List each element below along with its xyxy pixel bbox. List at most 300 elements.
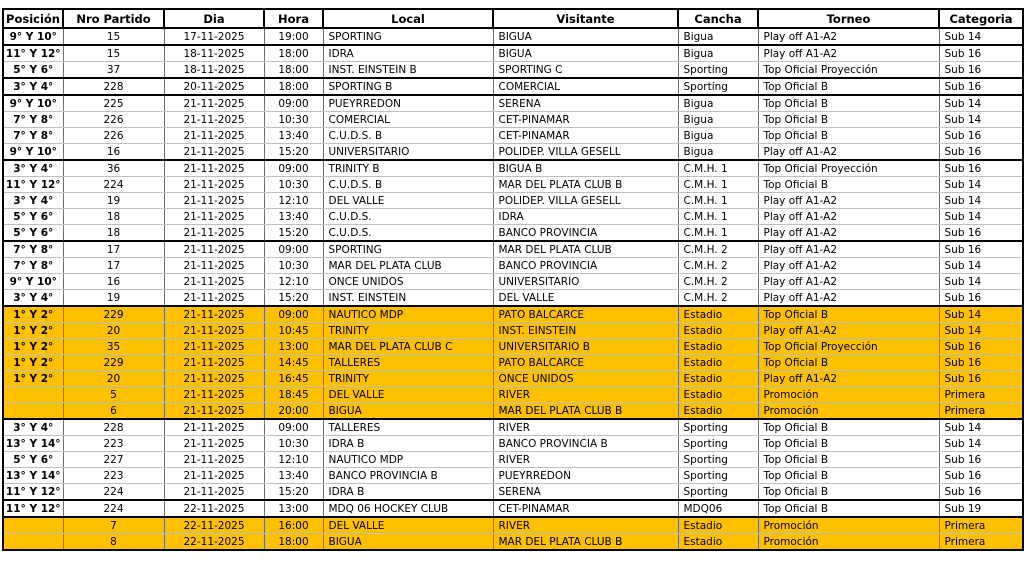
cell-torneo: Top Oficial B bbox=[758, 177, 939, 193]
cell-visitante: IDRA bbox=[493, 209, 678, 225]
cell-visitante: UNIVERSITARIO bbox=[493, 274, 678, 290]
cell-dia: 21-11-2025 bbox=[164, 403, 264, 420]
cell-dia: 21-11-2025 bbox=[164, 160, 264, 177]
cell-categoria: Sub 14 bbox=[939, 28, 1023, 45]
table-row bbox=[3, 484, 1023, 501]
cell-visitante: SPORTING C bbox=[493, 62, 678, 79]
cell-visitante: PUEYRREDON bbox=[493, 468, 678, 484]
cell-cancha: Estadio bbox=[678, 387, 758, 403]
cell-categoria: Primera bbox=[939, 403, 1023, 420]
cell-cancha: C.M.H. 1 bbox=[678, 225, 758, 242]
cell-dia: 21-11-2025 bbox=[164, 112, 264, 128]
cell-local: MAR DEL PLATA CLUB C bbox=[323, 339, 493, 355]
cell-cancha: C.M.H. 2 bbox=[678, 290, 758, 307]
cell-torneo: Top Oficial B bbox=[758, 468, 939, 484]
cell-visitante: BIGUA bbox=[493, 28, 678, 45]
cell-cancha: C.M.H. 2 bbox=[678, 274, 758, 290]
cell-cancha: MDQ06 bbox=[678, 500, 758, 517]
cell-torneo: Promoción bbox=[758, 517, 939, 534]
cell-visitante: RIVER bbox=[493, 387, 678, 403]
table-row bbox=[3, 452, 1023, 468]
cell-posicion: 9° Y 10° bbox=[3, 144, 63, 161]
table-header-row bbox=[3, 9, 1023, 28]
cell-visitante: INST. EINSTEIN bbox=[493, 323, 678, 339]
header-dia: Dia bbox=[164, 9, 264, 28]
cell-hora: 09:00 bbox=[264, 306, 323, 323]
cell-local: NAUTICO MDP bbox=[323, 452, 493, 468]
cell-torneo: Play off A1-A2 bbox=[758, 209, 939, 225]
cell-dia: 21-11-2025 bbox=[164, 128, 264, 144]
cell-dia: 17-11-2025 bbox=[164, 28, 264, 45]
cell-torneo: Top Oficial B bbox=[758, 306, 939, 323]
cell-local: IDRA B bbox=[323, 436, 493, 452]
cell-local: MAR DEL PLATA CLUB bbox=[323, 258, 493, 274]
cell-cancha: Sporting bbox=[678, 468, 758, 484]
cell-torneo: Play off A1-A2 bbox=[758, 225, 939, 242]
cell-torneo: Play off A1-A2 bbox=[758, 241, 939, 258]
cell-torneo: Top Oficial B bbox=[758, 78, 939, 95]
table-row bbox=[3, 193, 1023, 209]
header-torneo: Torneo bbox=[758, 9, 939, 28]
cell-posicion: 5° Y 6° bbox=[3, 452, 63, 468]
cell-visitante: PATO BALCARCE bbox=[493, 355, 678, 371]
cell-torneo: Play off A1-A2 bbox=[758, 144, 939, 161]
cell-categoria: Sub 16 bbox=[939, 62, 1023, 79]
cell-posicion bbox=[3, 517, 63, 534]
cell-hora: 15:20 bbox=[264, 290, 323, 307]
cell-cancha: Bigua bbox=[678, 95, 758, 112]
cell-cancha: Estadio bbox=[678, 339, 758, 355]
cell-visitante: CET-PINAMAR bbox=[493, 500, 678, 517]
cell-visitante: POLIDEP. VILLA GESELL bbox=[493, 144, 678, 161]
cell-cancha: C.M.H. 2 bbox=[678, 258, 758, 274]
cell-torneo: Top Oficial B bbox=[758, 500, 939, 517]
cell-local: DEL VALLE bbox=[323, 193, 493, 209]
cell-posicion: 3° Y 4° bbox=[3, 193, 63, 209]
cell-torneo: Top Oficial Proyección bbox=[758, 339, 939, 355]
cell-nro-partido: 18 bbox=[63, 225, 164, 242]
cell-hora: 13:00 bbox=[264, 339, 323, 355]
cell-visitante: RIVER bbox=[493, 452, 678, 468]
cell-hora: 16:45 bbox=[264, 371, 323, 387]
cell-posicion: 5° Y 6° bbox=[3, 62, 63, 79]
cell-hora: 09:00 bbox=[264, 160, 323, 177]
cell-cancha: Sporting bbox=[678, 452, 758, 468]
cell-nro-partido: 227 bbox=[63, 452, 164, 468]
table-row-highlighted bbox=[3, 403, 1023, 420]
cell-nro-partido: 224 bbox=[63, 484, 164, 501]
cell-posicion: 9° Y 10° bbox=[3, 274, 63, 290]
cell-hora: 12:10 bbox=[264, 452, 323, 468]
cell-hora: 18:00 bbox=[264, 534, 323, 551]
cell-local: MDQ 06 HOCKEY CLUB bbox=[323, 500, 493, 517]
cell-visitante: CET-PINAMAR bbox=[493, 112, 678, 128]
cell-local: BANCO PROVINCIA B bbox=[323, 468, 493, 484]
cell-dia: 21-11-2025 bbox=[164, 371, 264, 387]
cell-categoria: Sub 14 bbox=[939, 274, 1023, 290]
cell-posicion: 5° Y 6° bbox=[3, 225, 63, 242]
table-row-highlighted bbox=[3, 306, 1023, 323]
cell-posicion bbox=[3, 403, 63, 420]
cell-local: NAUTICO MDP bbox=[323, 306, 493, 323]
cell-cancha: C.M.H. 1 bbox=[678, 193, 758, 209]
cell-hora: 10:30 bbox=[264, 112, 323, 128]
cell-dia: 21-11-2025 bbox=[164, 290, 264, 307]
cell-dia: 21-11-2025 bbox=[164, 306, 264, 323]
cell-categoria: Sub 14 bbox=[939, 112, 1023, 128]
cell-local: C.U.D.S. bbox=[323, 225, 493, 242]
cell-hora: 18:45 bbox=[264, 387, 323, 403]
cell-local: SPORTING bbox=[323, 28, 493, 45]
cell-local: TRINITY bbox=[323, 371, 493, 387]
cell-hora: 18:00 bbox=[264, 45, 323, 62]
cell-torneo: Top Oficial Proyección bbox=[758, 62, 939, 79]
cell-hora: 15:20 bbox=[264, 225, 323, 242]
table-row bbox=[3, 241, 1023, 258]
cell-nro-partido: 223 bbox=[63, 436, 164, 452]
table-row-highlighted bbox=[3, 355, 1023, 371]
table-row-highlighted bbox=[3, 323, 1023, 339]
cell-torneo: Top Oficial B bbox=[758, 128, 939, 144]
cell-categoria: Sub 14 bbox=[939, 95, 1023, 112]
cell-posicion: 1° Y 2° bbox=[3, 339, 63, 355]
cell-local: TALLERES bbox=[323, 419, 493, 436]
cell-local: SPORTING B bbox=[323, 78, 493, 95]
cell-categoria: Sub 16 bbox=[939, 241, 1023, 258]
header-posicion: Posición bbox=[3, 9, 63, 28]
cell-torneo: Play off A1-A2 bbox=[758, 323, 939, 339]
cell-posicion: 13° Y 14° bbox=[3, 468, 63, 484]
cell-local: TRINITY B bbox=[323, 160, 493, 177]
cell-posicion: 5° Y 6° bbox=[3, 209, 63, 225]
cell-torneo: Top Oficial B bbox=[758, 355, 939, 371]
cell-dia: 21-11-2025 bbox=[164, 355, 264, 371]
cell-cancha: Estadio bbox=[678, 403, 758, 420]
cell-hora: 15:20 bbox=[264, 144, 323, 161]
cell-nro-partido: 17 bbox=[63, 241, 164, 258]
cell-categoria: Sub 16 bbox=[939, 45, 1023, 62]
cell-dia: 21-11-2025 bbox=[164, 95, 264, 112]
cell-hora: 09:00 bbox=[264, 95, 323, 112]
cell-local: BIGUA bbox=[323, 534, 493, 551]
cell-categoria: Sub 16 bbox=[939, 290, 1023, 307]
cell-torneo: Top Oficial B bbox=[758, 419, 939, 436]
cell-nro-partido: 16 bbox=[63, 274, 164, 290]
cell-dia: 21-11-2025 bbox=[164, 468, 264, 484]
table-row bbox=[3, 209, 1023, 225]
cell-categoria: Sub 14 bbox=[939, 306, 1023, 323]
cell-nro-partido: 223 bbox=[63, 468, 164, 484]
cell-nro-partido: 36 bbox=[63, 160, 164, 177]
cell-categoria: Sub 16 bbox=[939, 144, 1023, 161]
cell-cancha: Bigua bbox=[678, 45, 758, 62]
cell-nro-partido: 19 bbox=[63, 193, 164, 209]
cell-nro-partido: 228 bbox=[63, 78, 164, 95]
cell-torneo: Play off A1-A2 bbox=[758, 45, 939, 62]
table-row bbox=[3, 290, 1023, 307]
cell-visitante: UNIVERSITARIO B bbox=[493, 339, 678, 355]
cell-posicion: 7° Y 8° bbox=[3, 112, 63, 128]
cell-nro-partido: 224 bbox=[63, 177, 164, 193]
cell-torneo: Play off A1-A2 bbox=[758, 28, 939, 45]
cell-categoria: Sub 16 bbox=[939, 339, 1023, 355]
cell-dia: 21-11-2025 bbox=[164, 209, 264, 225]
cell-categoria: Sub 14 bbox=[939, 436, 1023, 452]
cell-dia: 18-11-2025 bbox=[164, 45, 264, 62]
table-row bbox=[3, 436, 1023, 452]
cell-visitante: BANCO PROVINCIA bbox=[493, 225, 678, 242]
cell-visitante: BANCO PROVINCIA B bbox=[493, 436, 678, 452]
cell-local: UNIVERSITARIO bbox=[323, 144, 493, 161]
cell-categoria: Sub 16 bbox=[939, 468, 1023, 484]
cell-categoria: Sub 14 bbox=[939, 209, 1023, 225]
cell-local: SPORTING bbox=[323, 241, 493, 258]
cell-cancha: Bigua bbox=[678, 128, 758, 144]
cell-visitante: BIGUA B bbox=[493, 160, 678, 177]
cell-posicion: 7° Y 8° bbox=[3, 128, 63, 144]
cell-cancha: Estadio bbox=[678, 517, 758, 534]
cell-local: C.U.D.S. B bbox=[323, 177, 493, 193]
cell-nro-partido: 226 bbox=[63, 128, 164, 144]
cell-nro-partido: 20 bbox=[63, 371, 164, 387]
cell-cancha: Sporting bbox=[678, 78, 758, 95]
cell-dia: 18-11-2025 bbox=[164, 62, 264, 79]
cell-visitante: MAR DEL PLATA CLUB B bbox=[493, 177, 678, 193]
cell-torneo: Top Oficial Proyección bbox=[758, 160, 939, 177]
cell-posicion: 7° Y 8° bbox=[3, 241, 63, 258]
cell-hora: 16:00 bbox=[264, 517, 323, 534]
cell-posicion: 13° Y 14° bbox=[3, 436, 63, 452]
cell-visitante: SERENA bbox=[493, 484, 678, 501]
cell-cancha: Estadio bbox=[678, 323, 758, 339]
table-row bbox=[3, 468, 1023, 484]
cell-posicion: 9° Y 10° bbox=[3, 28, 63, 45]
cell-local: INST. EINSTEIN B bbox=[323, 62, 493, 79]
header-local: Local bbox=[323, 9, 493, 28]
cell-posicion: 1° Y 2° bbox=[3, 323, 63, 339]
cell-torneo: Play off A1-A2 bbox=[758, 371, 939, 387]
table-row bbox=[3, 78, 1023, 95]
cell-nro-partido: 226 bbox=[63, 112, 164, 128]
header-categoria: Categoria bbox=[939, 9, 1023, 28]
table-row bbox=[3, 160, 1023, 177]
cell-visitante: CET-PINAMAR bbox=[493, 128, 678, 144]
cell-visitante: SERENA bbox=[493, 95, 678, 112]
cell-categoria: Sub 16 bbox=[939, 128, 1023, 144]
cell-torneo: Play off A1-A2 bbox=[758, 193, 939, 209]
cell-nro-partido: 8 bbox=[63, 534, 164, 551]
cell-dia: 21-11-2025 bbox=[164, 225, 264, 242]
cell-visitante: BANCO PROVINCIA bbox=[493, 258, 678, 274]
cell-cancha: C.M.H. 1 bbox=[678, 177, 758, 193]
cell-cancha: Bigua bbox=[678, 112, 758, 128]
cell-cancha: C.M.H. 2 bbox=[678, 241, 758, 258]
cell-dia: 21-11-2025 bbox=[164, 484, 264, 501]
cell-dia: 21-11-2025 bbox=[164, 339, 264, 355]
cell-cancha: Estadio bbox=[678, 371, 758, 387]
cell-hora: 18:00 bbox=[264, 78, 323, 95]
cell-cancha: Sporting bbox=[678, 419, 758, 436]
cell-categoria: Sub 14 bbox=[939, 419, 1023, 436]
table-row bbox=[3, 177, 1023, 193]
cell-visitante: DEL VALLE bbox=[493, 290, 678, 307]
cell-nro-partido: 225 bbox=[63, 95, 164, 112]
cell-torneo: Top Oficial B bbox=[758, 95, 939, 112]
cell-categoria: Primera bbox=[939, 534, 1023, 551]
table-body bbox=[3, 28, 1023, 550]
cell-categoria: Sub 16 bbox=[939, 78, 1023, 95]
cell-hora: 14:45 bbox=[264, 355, 323, 371]
header-cancha: Cancha bbox=[678, 9, 758, 28]
cell-local: IDRA B bbox=[323, 484, 493, 501]
cell-hora: 12:10 bbox=[264, 274, 323, 290]
cell-nro-partido: 6 bbox=[63, 403, 164, 420]
cell-torneo: Play off A1-A2 bbox=[758, 274, 939, 290]
cell-dia: 21-11-2025 bbox=[164, 193, 264, 209]
cell-posicion: 1° Y 2° bbox=[3, 355, 63, 371]
cell-local: DEL VALLE bbox=[323, 517, 493, 534]
cell-categoria: Sub 14 bbox=[939, 323, 1023, 339]
cell-nro-partido: 228 bbox=[63, 419, 164, 436]
cell-nro-partido: 20 bbox=[63, 323, 164, 339]
cell-dia: 21-11-2025 bbox=[164, 274, 264, 290]
cell-categoria: Sub 14 bbox=[939, 193, 1023, 209]
cell-hora: 13:40 bbox=[264, 209, 323, 225]
table-row bbox=[3, 128, 1023, 144]
cell-dia: 21-11-2025 bbox=[164, 323, 264, 339]
table-row bbox=[3, 500, 1023, 517]
table-row bbox=[3, 95, 1023, 112]
cell-posicion: 7° Y 8° bbox=[3, 258, 63, 274]
cell-local: TRINITY bbox=[323, 323, 493, 339]
cell-dia: 22-11-2025 bbox=[164, 517, 264, 534]
cell-dia: 22-11-2025 bbox=[164, 500, 264, 517]
cell-categoria: Sub 19 bbox=[939, 500, 1023, 517]
cell-torneo: Top Oficial B bbox=[758, 452, 939, 468]
cell-dia: 22-11-2025 bbox=[164, 534, 264, 551]
cell-nro-partido: 7 bbox=[63, 517, 164, 534]
cell-hora: 13:00 bbox=[264, 500, 323, 517]
cell-visitante: MAR DEL PLATA CLUB bbox=[493, 241, 678, 258]
table-row-highlighted bbox=[3, 534, 1023, 551]
cell-nro-partido: 16 bbox=[63, 144, 164, 161]
cell-posicion bbox=[3, 534, 63, 551]
cell-visitante: PATO BALCARCE bbox=[493, 306, 678, 323]
cell-nro-partido: 35 bbox=[63, 339, 164, 355]
cell-posicion: 3° Y 4° bbox=[3, 419, 63, 436]
cell-categoria: Sub 16 bbox=[939, 484, 1023, 501]
table-row bbox=[3, 419, 1023, 436]
cell-hora: 12:10 bbox=[264, 193, 323, 209]
cell-dia: 21-11-2025 bbox=[164, 452, 264, 468]
cell-torneo: Top Oficial B bbox=[758, 112, 939, 128]
table-row-highlighted bbox=[3, 339, 1023, 355]
cell-torneo: Play off A1-A2 bbox=[758, 290, 939, 307]
cell-cancha: C.M.H. 1 bbox=[678, 160, 758, 177]
cell-posicion: 1° Y 2° bbox=[3, 306, 63, 323]
cell-cancha: C.M.H. 1 bbox=[678, 209, 758, 225]
cell-categoria: Sub 16 bbox=[939, 452, 1023, 468]
cell-hora: 13:40 bbox=[264, 468, 323, 484]
cell-torneo: Promoción bbox=[758, 387, 939, 403]
cell-visitante: MAR DEL PLATA CLUB B bbox=[493, 534, 678, 551]
cell-local: IDRA bbox=[323, 45, 493, 62]
cell-categoria: Primera bbox=[939, 387, 1023, 403]
cell-dia: 21-11-2025 bbox=[164, 419, 264, 436]
cell-categoria: Sub 16 bbox=[939, 225, 1023, 242]
match-schedule-table bbox=[2, 8, 1024, 551]
cell-visitante: MAR DEL PLATA CLUB B bbox=[493, 403, 678, 420]
cell-cancha: Sporting bbox=[678, 436, 758, 452]
cell-hora: 20:00 bbox=[264, 403, 323, 420]
header-hora: Hora bbox=[264, 9, 323, 28]
table-row bbox=[3, 144, 1023, 161]
cell-categoria: Sub 14 bbox=[939, 258, 1023, 274]
cell-categoria: Sub 16 bbox=[939, 355, 1023, 371]
cell-cancha: Estadio bbox=[678, 306, 758, 323]
cell-posicion: 11° Y 12° bbox=[3, 500, 63, 517]
cell-hora: 15:20 bbox=[264, 484, 323, 501]
table-row-highlighted bbox=[3, 517, 1023, 534]
cell-dia: 21-11-2025 bbox=[164, 144, 264, 161]
cell-hora: 18:00 bbox=[264, 62, 323, 79]
cell-visitante: RIVER bbox=[493, 419, 678, 436]
cell-dia: 21-11-2025 bbox=[164, 258, 264, 274]
cell-posicion: 3° Y 4° bbox=[3, 160, 63, 177]
cell-local: BIGUA bbox=[323, 403, 493, 420]
table-row bbox=[3, 112, 1023, 128]
cell-nro-partido: 19 bbox=[63, 290, 164, 307]
cell-posicion bbox=[3, 387, 63, 403]
cell-local: TALLERES bbox=[323, 355, 493, 371]
cell-hora: 09:00 bbox=[264, 419, 323, 436]
cell-local: DEL VALLE bbox=[323, 387, 493, 403]
cell-posicion: 11° Y 12° bbox=[3, 177, 63, 193]
cell-dia: 20-11-2025 bbox=[164, 78, 264, 95]
cell-nro-partido: 15 bbox=[63, 45, 164, 62]
cell-hora: 09:00 bbox=[264, 241, 323, 258]
header-visitante: Visitante bbox=[493, 9, 678, 28]
cell-cancha: Bigua bbox=[678, 144, 758, 161]
cell-dia: 21-11-2025 bbox=[164, 436, 264, 452]
cell-hora: 10:30 bbox=[264, 258, 323, 274]
table-row bbox=[3, 28, 1023, 45]
table-row-highlighted bbox=[3, 371, 1023, 387]
cell-dia: 21-11-2025 bbox=[164, 387, 264, 403]
cell-nro-partido: 15 bbox=[63, 28, 164, 45]
cell-cancha: Estadio bbox=[678, 355, 758, 371]
cell-local: COMERCIAL bbox=[323, 112, 493, 128]
cell-posicion: 11° Y 12° bbox=[3, 45, 63, 62]
cell-categoria: Sub 16 bbox=[939, 371, 1023, 387]
table-row bbox=[3, 62, 1023, 79]
cell-nro-partido: 18 bbox=[63, 209, 164, 225]
cell-posicion: 3° Y 4° bbox=[3, 290, 63, 307]
table-row bbox=[3, 225, 1023, 242]
cell-nro-partido: 229 bbox=[63, 306, 164, 323]
cell-nro-partido: 17 bbox=[63, 258, 164, 274]
cell-cancha: Sporting bbox=[678, 484, 758, 501]
cell-local: C.U.D.S. B bbox=[323, 128, 493, 144]
cell-posicion: 1° Y 2° bbox=[3, 371, 63, 387]
cell-cancha: Estadio bbox=[678, 534, 758, 551]
cell-posicion: 9° Y 10° bbox=[3, 95, 63, 112]
cell-categoria: Sub 16 bbox=[939, 160, 1023, 177]
cell-nro-partido: 224 bbox=[63, 500, 164, 517]
cell-local: INST. EINSTEIN bbox=[323, 290, 493, 307]
cell-dia: 21-11-2025 bbox=[164, 241, 264, 258]
cell-visitante: POLIDEP. VILLA GESELL bbox=[493, 193, 678, 209]
